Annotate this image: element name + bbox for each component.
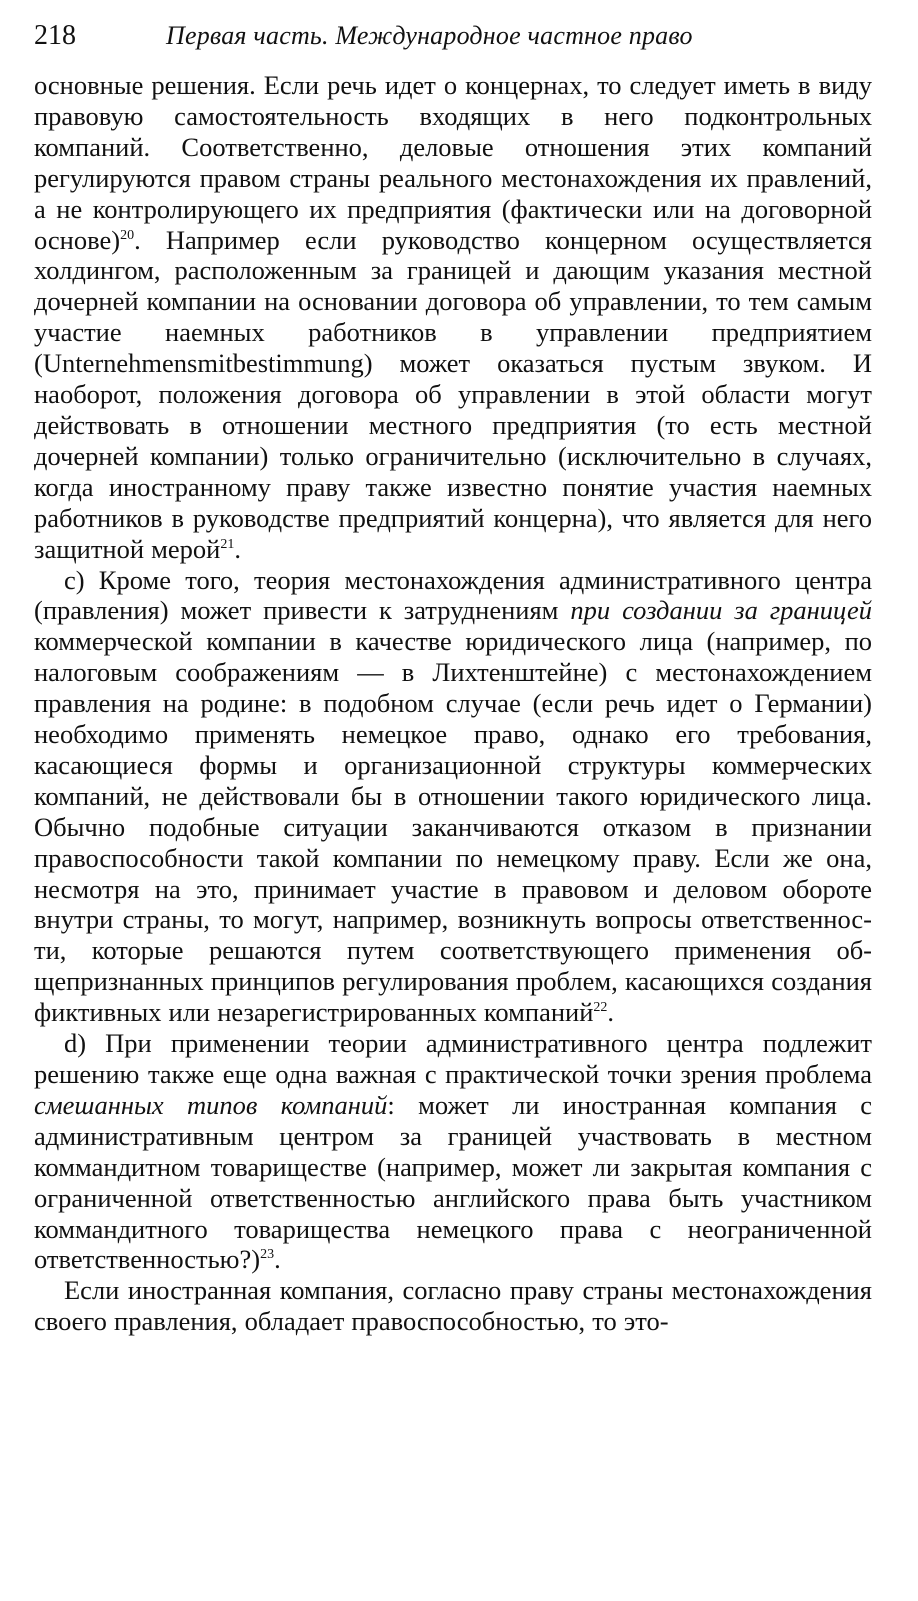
- paragraph-text: .: [234, 533, 241, 564]
- paragraph-3: [34, 1028, 872, 1275]
- book-page: [34, 18, 872, 1337]
- footnote-ref: 20: [120, 227, 135, 243]
- paragraph-text: коммерческой компании в качестве юридического лица (например, по налоговым соображениям — в Лихтенштейне) с местонахождением правления на родине: в подобном случае (если речь идет о Германии) необходимо применять немецкое право, однако его требования, касающиеся формы и организационной структуры коммерческих компаний, не действовали бы в отношении такого юридического лица. Обычно подобные ситуации заканчиваются отказом в признании правоспособности такой компании по немецкому праву. Если же она, несмотря на это, принимает участие в правовом и деловом обороте внутри страны, то могут, например, возникнуть вопросы ответственности, которые решаются путем соответствующего применения общепризнанных принципов регулирования проблем, касающихся создания фиктивных или незарегистрированных компаний: [34, 626, 872, 1028]
- paragraph-text: Если иностранная компания, согласно праву страны местонахождения своего правления, обладает правоспособностью, то это-: [34, 1275, 872, 1337]
- page-header: [34, 18, 872, 70]
- paragraph-text: .: [607, 997, 615, 1028]
- paragraph-text: .: [274, 1244, 281, 1275]
- paragraph-2: [34, 565, 872, 1029]
- paragraph-text: c) Кроме того, теория местонахождения административного центра (правления) может привести к затруднениям: [34, 564, 872, 626]
- paragraph-text: основные решения. Если речь идет о концернах, то следует иметь в виду правовую самостоятельность входящих в него подконтрольных компаний. Соответственно, деловые отношения этих компаний регулируются правом страны реального местонахождения их правлений, а не контролирующего их предприятия (фактически или на договорной основе): [34, 70, 872, 255]
- paragraph-text: : может ли иностранная компания с административным центром за границей участвовать в местном коммандитном товариществе (например, может ли закрытая компания с ограниченной ответственностью английского права быть участником коммандитного товарищества немецкого права с неограниченной ответственностью?): [34, 1089, 872, 1275]
- footnote-ref: 21: [220, 536, 235, 552]
- page-number: 218: [34, 20, 76, 51]
- paragraph-4: [34, 1275, 872, 1337]
- paragraph-text: . Например если руководство концерном осуществляется холдингом, расположенным за границей и дающим указания местной дочерней компании на основании договора об управлении, то тем самым участие наемных работников в управлении предприятием (Unternehmensmitbestimmung) может оказаться пустым звуком. И наоборот, положения договора об управлении в этой области могут действовать в отношении местного предприятия (то есть местной дочерней компании) только ограничительно (исключительно в случаях, когда иностранному праву также известно понятие участия наемных работников в руководстве предприятий концерна), что является для него защитной мерой: [34, 224, 872, 564]
- italic-term: при создании за границей: [570, 595, 872, 626]
- running-title: Первая часть. Международное частное право: [166, 21, 693, 50]
- italic-term: смешанных типов компаний: [34, 1089, 388, 1120]
- body-text: [34, 70, 872, 1337]
- footnote-ref: 23: [260, 1247, 275, 1263]
- paragraph-text: d) При применении теории административного центра подлежит решению также еще одна важная с практической точки зрения проблема: [34, 1028, 872, 1089]
- footnote-ref: 22: [593, 1000, 608, 1016]
- paragraph-1: [34, 70, 872, 565]
